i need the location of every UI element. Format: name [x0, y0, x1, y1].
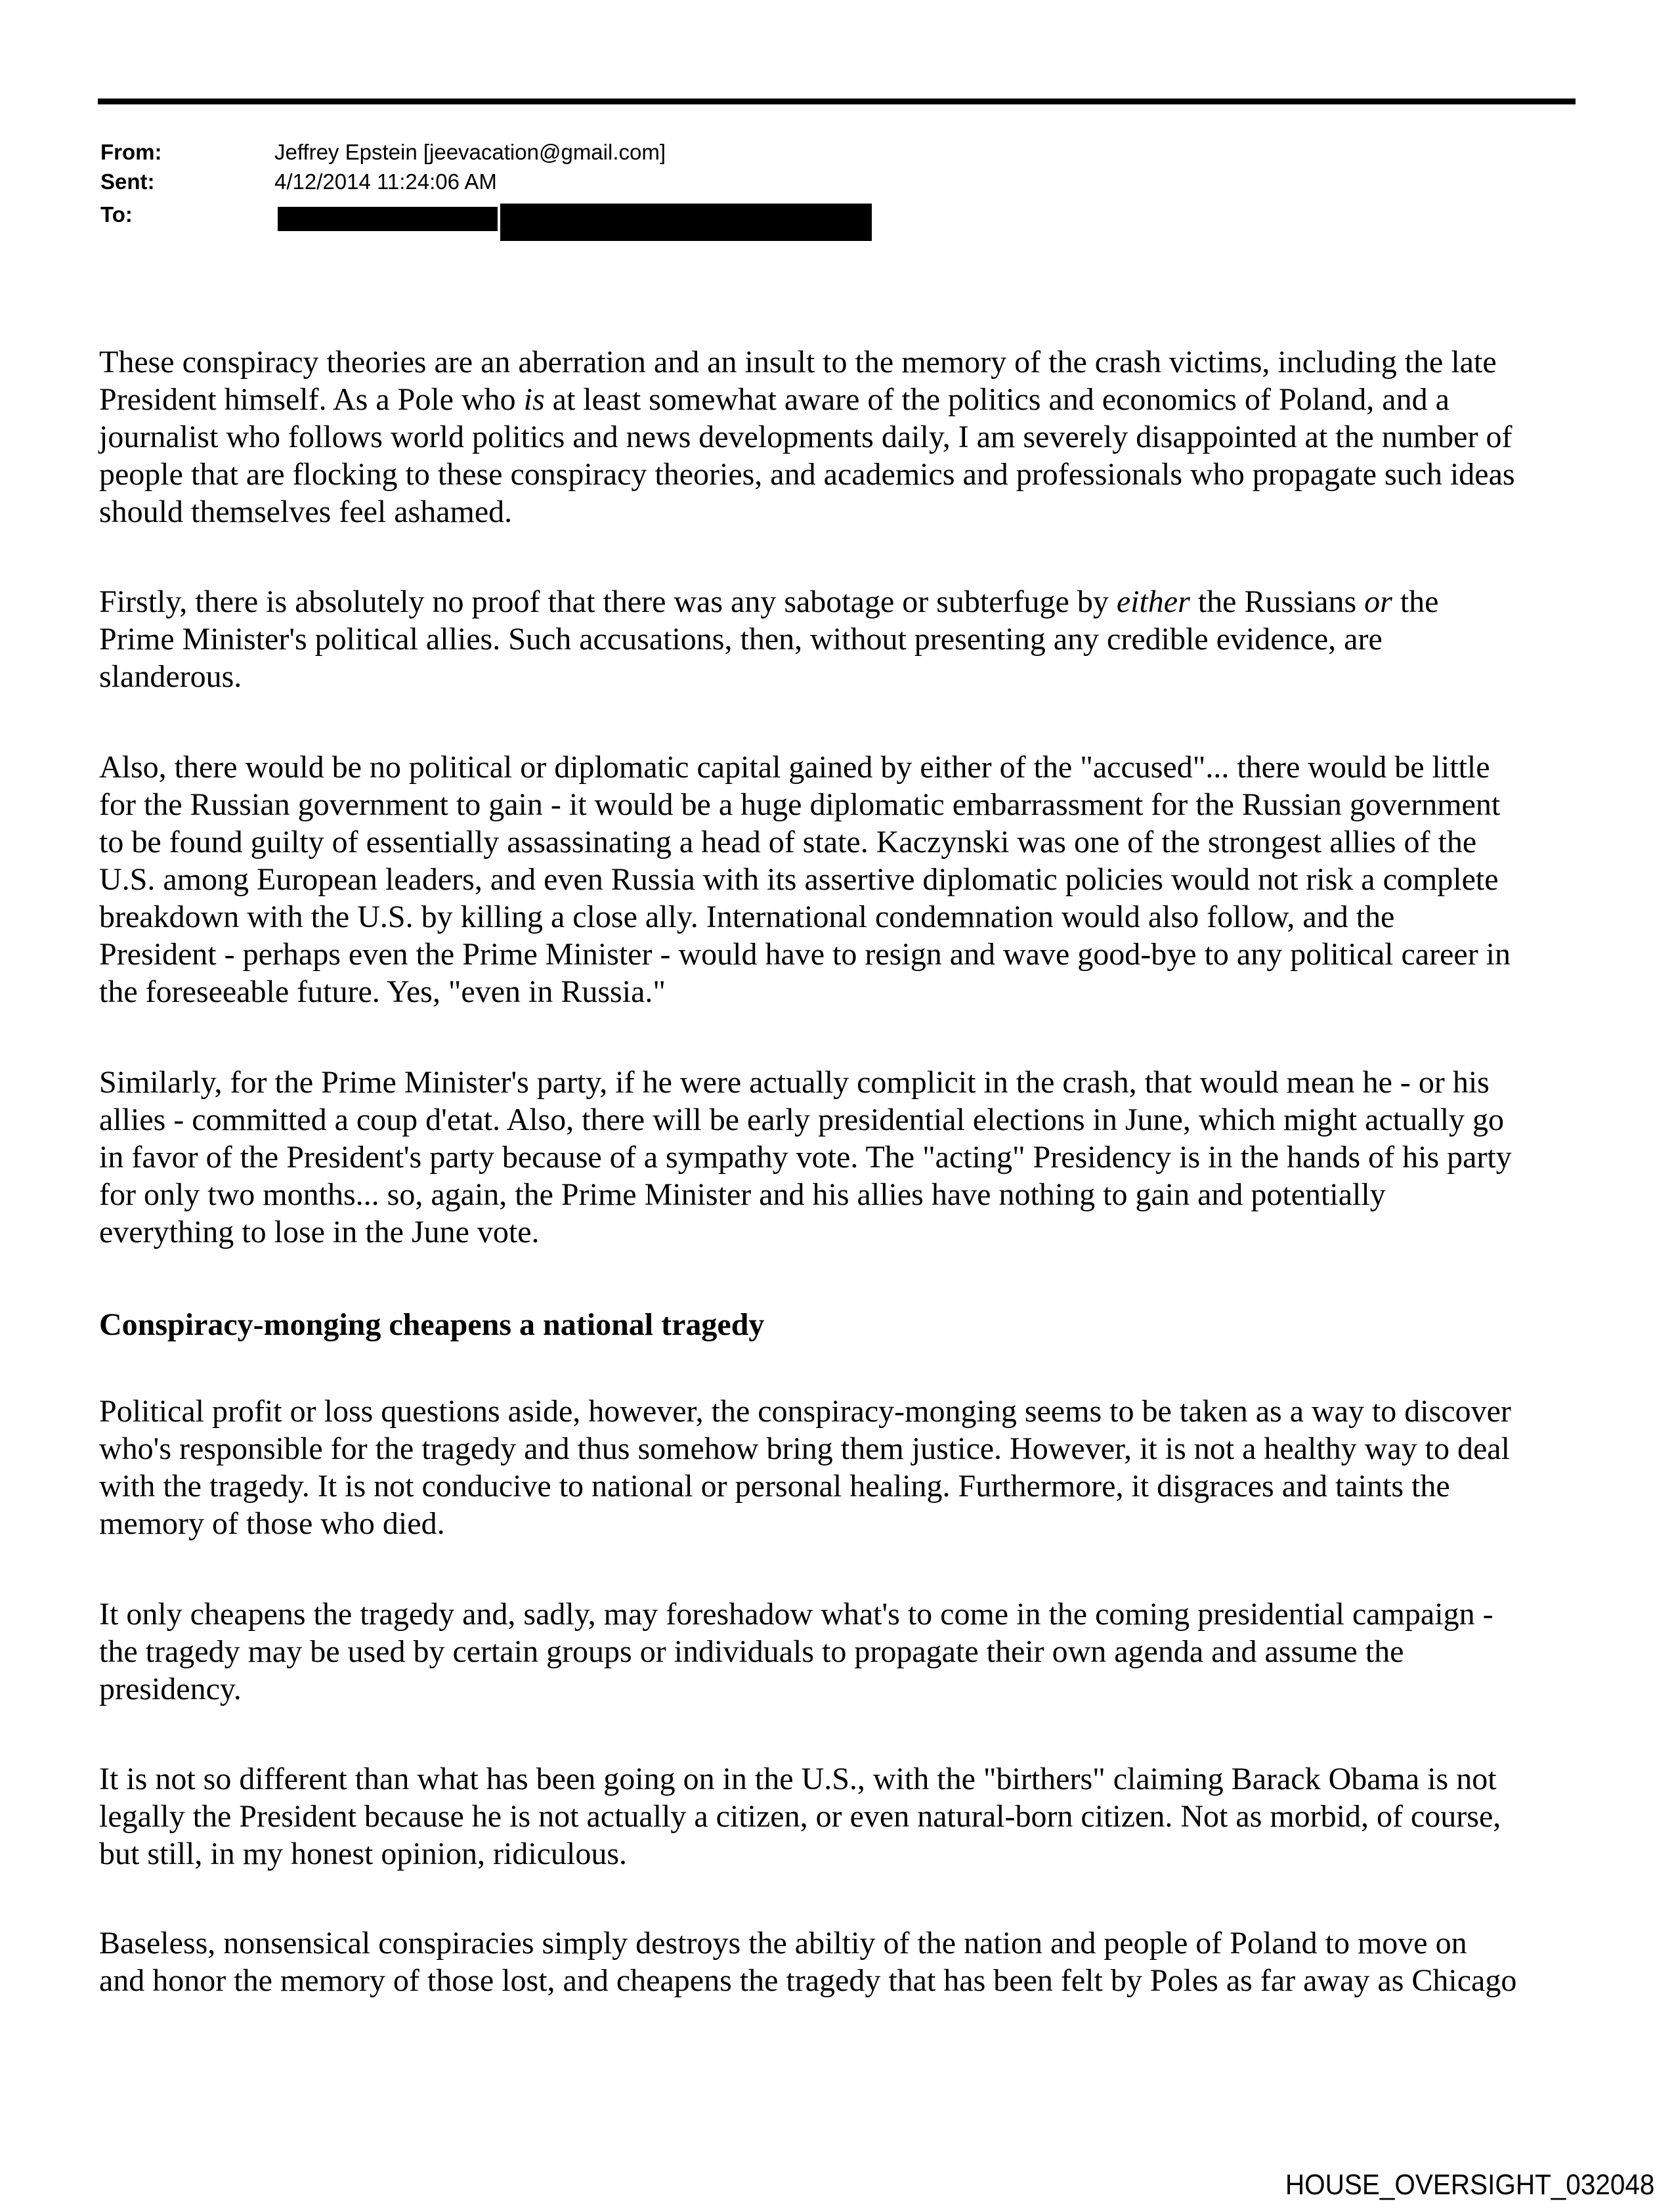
text-line: Similarly, for the Prime Minister's party, if he were actually complicit in the crash, that would mean he - or his [99, 1065, 1490, 1100]
text-line: for only two months... so, again, the Prime Minister and his allies have nothing to gain and potentially [99, 1177, 1386, 1212]
text-line: Baseless, nonsensical conspiracies simply destroys the abiltiy of the nation and people of Poland to move on [99, 1926, 1467, 1961]
text-line: U.S. among European leaders, and even Russia with its assertive diplomatic policies would not risk a complete [99, 862, 1499, 897]
text-line: who's responsible for the tragedy and thus somehow bring them justice. However, it is not a healthy way to deal [99, 1431, 1510, 1466]
text-line: President - perhaps even the Prime Minister - would have to resign and wave good-bye to any political career in [99, 937, 1511, 972]
to-label: To: [100, 202, 133, 227]
text-line: and honor the memory of those lost, and cheapens the tragedy that has been felt by Poles as far away as Chicago [99, 1963, 1517, 1998]
body-paragraph [99, 1760, 1576, 1873]
text-line: to be found guilty of essentially assassinating a head of state. Kaczynski was one of the strongest allies of the [99, 825, 1477, 859]
text-line: journalist who follows world politics and news developments daily, I am severely disappointed at the number of [99, 420, 1513, 454]
body-paragraph [99, 343, 1576, 531]
body-paragraph [99, 583, 1576, 695]
text-line: Firstly, there is absolutely no proof that there was any sabotage or subterfuge by either the Russians or the [99, 584, 1439, 619]
redaction-box-to-1 [278, 207, 498, 231]
header-rule [98, 98, 1576, 104]
text-line: It only cheapens the tragedy and, sadly, may foreshadow what's to come in the coming presidential campaign - [99, 1597, 1493, 1632]
body-paragraph [99, 1595, 1576, 1708]
text-line: It is not so different than what has been going on in the U.S., with the "birthers" claiming Barack Obama is not [99, 1762, 1497, 1796]
text-line: but still, in my honest opinion, ridiculous. [99, 1836, 627, 1871]
text-line: the foreseeable future. Yes, "even in Russia." [99, 974, 666, 1009]
text-line: allies - committed a coup d'etat. Also, there will be early presidential elections in June, which might actually go [99, 1102, 1505, 1137]
text-line: These conspiracy theories are an aberration and an insult to the memory of the crash victims, including the late [99, 345, 1497, 380]
from-label: From: [100, 140, 162, 164]
text-line: the tragedy may be used by certain groups or individuals to propagate their own agenda and assume the [99, 1634, 1404, 1669]
section-heading: Conspiracy-monging cheapens a national tragedy [99, 1307, 765, 1342]
emphasis: or [1364, 584, 1392, 619]
redaction-box-to-2 [500, 204, 872, 241]
text-line: slanderous. [99, 659, 242, 694]
text-line: memory of those who died. [99, 1506, 445, 1541]
text-line: for the Russian government to gain - it would be a huge diplomatic embarrassment for the Russian government [99, 787, 1501, 822]
body-paragraph [99, 1393, 1576, 1542]
text-line: President himself. As a Pole who is at least somewhat aware of the politics and economics of Poland, and a [99, 382, 1449, 417]
text-line: in favor of the President's party because of a sympathy vote. The "acting" Presidency is in the hands of his party [99, 1140, 1512, 1175]
text-line: presidency. [99, 1672, 242, 1706]
text-line: should themselves feel ashamed. [99, 494, 513, 529]
text-line: people that are flocking to these conspiracy theories, and academics and professionals who propagate such ideas [99, 457, 1515, 492]
body-paragraph [99, 748, 1576, 1010]
text-line: with the tragedy. It is not conducive to national or personal healing. Furthermore, it disgraces and taints the [99, 1469, 1450, 1504]
text-line: Political profit or loss questions aside, however, the conspiracy-monging seems to be taken as a way to discover [99, 1394, 1511, 1429]
from-value: Jeffrey Epstein [jeevacation@gmail.com] [274, 140, 666, 164]
text-line: legally the President because he is not actually a citizen, or even natural-born citizen. Not as morbid, of course, [99, 1799, 1501, 1834]
text-line: Also, there would be no political or diplomatic capital gained by either of the "accused"... there would be little [99, 750, 1490, 785]
text-line: breakdown with the U.S. by killing a close ally. International condemnation would also follow, and the [99, 900, 1395, 934]
text-line: everything to lose in the June vote. [99, 1215, 540, 1249]
body-paragraph [99, 1924, 1576, 1999]
text-line: Prime Minister's political allies. Such accusations, then, without presenting any credible evidence, are [99, 622, 1383, 657]
body-paragraph [99, 1064, 1576, 1251]
sent-value: 4/12/2014 11:24:06 AM [274, 169, 497, 194]
emphasis: either [1116, 584, 1190, 619]
sent-label: Sent: [100, 169, 155, 194]
bates-stamp: HOUSE_OVERSIGHT_032048 [1285, 2169, 1654, 2201]
emphasis: is [523, 382, 545, 417]
